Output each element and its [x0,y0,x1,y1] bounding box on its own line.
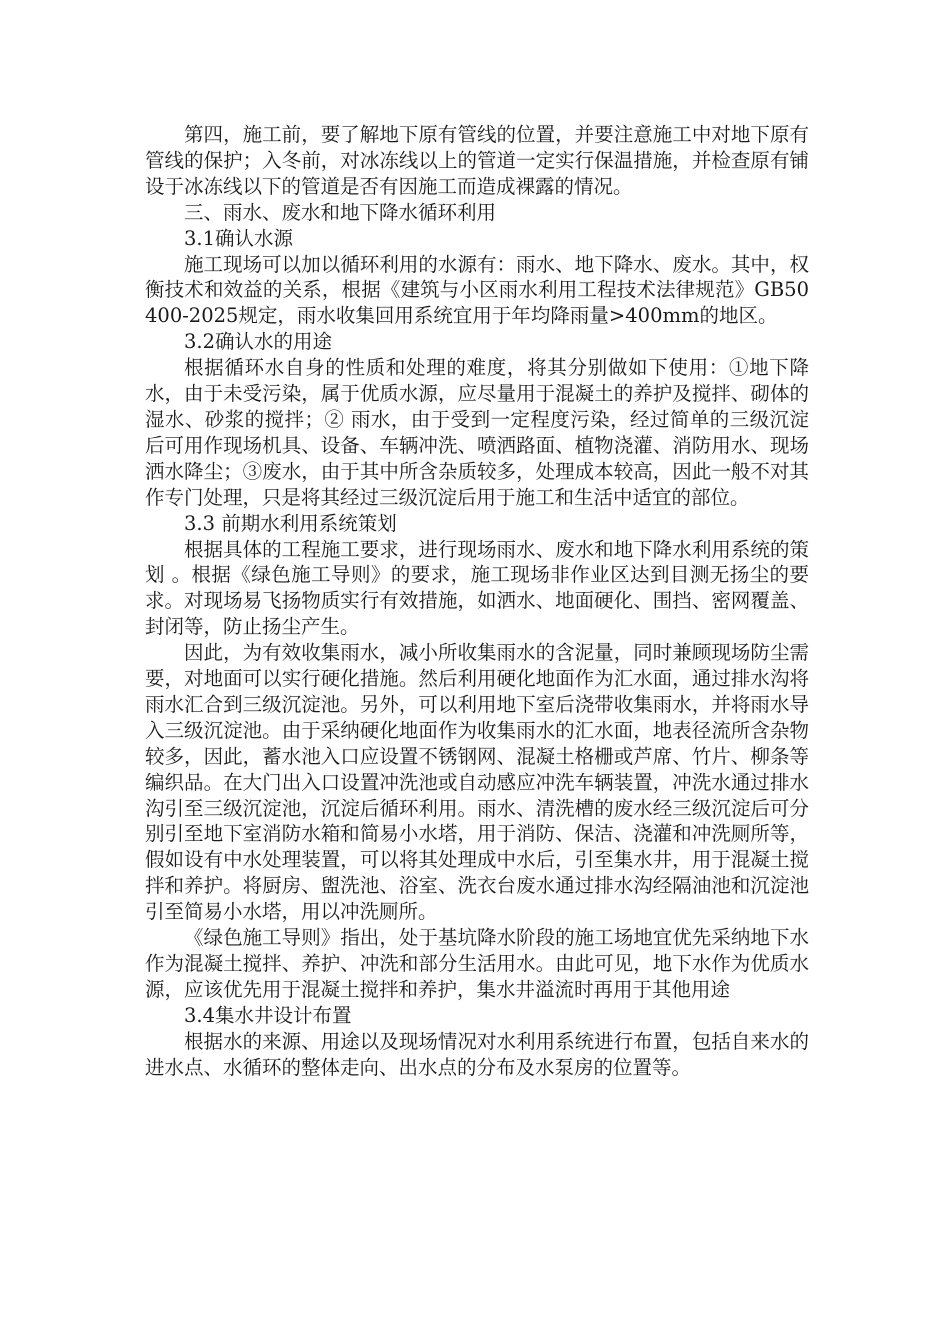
paragraph-pipeline-protection: 第四，施工前，要了解地下原有管线的位置，并要注意施工中对地下原有管线的保护；入冬前，对冰冻线以上的管道一定实行保温措施，并检查原有铺设于冰冻线以下的管道是否有因施工而造成裸露的情况。 [145,123,809,198]
paragraph-water-uses: 根据循环水自身的性质和处理的难度，将其分别做如下使用：①地下降水，由于未受污染，属于优质水源，应尽量用于混凝土的养护及搅拌、砌体的湿水、砂浆的搅拌；② 雨水，由于受到一定程度污染，经过简单的三级沉淀后可用作现场机具、设备、车辆冲洗、喷洒路面、植物浇灌、消防用水、现场洒水降尘；③废水，由于其中所含杂质较多，处理成本较高，因此一般不对其作专门处理，只是将其经过三级沉淀后用于施工和生活中适宜的部位。 [145,356,809,509]
paragraph-well-layout: 根据水的来源、用途以及现场情况对水利用系统进行布置，包括自来水的进水点、水循环的整体走向、出水点的分布及水泵房的位置等。 [145,1029,809,1079]
paragraph-water-sources: 施工现场可以加以循环利用的水源有：雨水、地下降水、废水。其中，权衡技术和效益的关系，根据《建筑与小区雨水利用工程技术法律规范》GB50400-2025规定，雨水收集回用系统宜用于年均降雨量>400mm的地区。 [145,252,809,328]
paragraph-groundwater-priority: 《绿色施工导则》指出，处于基坑降水阶段的施工场地宜优先采纳地下水作为混凝土搅拌、养护、冲洗和部分生活用水。由此可见，地下水作为优质水源，应该优先用于混凝土搅拌和养护，集水井溢流时再用于其他用途 [145,926,809,1001]
section-heading-water-recycling: 三、雨水、废水和地下降水循环利用 [184,200,497,224]
subsection-heading-3-3: 3.3 前期水利用系统策划 [184,511,397,535]
paragraph-rainwater-collection: 因此，为有效收集雨水，减小所收集雨水的含泥量，同时兼顾现场防尘需要，对地面可以实行硬化措施。然后利用硬化地面作为汇水面，通过排水沟将雨水汇合到三级沉淀池。另外，可以利用地下室后浇带收集雨水，并将雨水导入三级沉淀池。由于采纳硬化地面作为收集雨水的汇水面，地表径流所含杂物较多，因此，蓄水池入口应设置不锈钢网、混凝土格栅或芦席、竹片、柳条等编织品。在大门出入口设置冲洗池或自动感应冲洗车辆装置，冲洗水通过排水沟引至三级沉淀池，沉淀后循环利用。雨水、清洗槽的废水经三级沉淀后可分别引至地下室消防水箱和简易小水塔，用于消防、保洁、浇灌和冲洗厕所等，假如设有中水处理装置，可以将其处理成中水后，引至集水井，用于混凝土搅拌和养护。将厨房、盥洗池、浴室、洗衣台废水通过排水沟经隔油池和沉淀池引至简易小水塔，用以冲洗厕所。 [145,641,809,924]
subsection-heading-3-1: 3.1确认水源 [184,226,294,250]
subsection-heading-3-2: 3.2确认水的用途 [184,330,333,354]
document-body [145,122,809,1081]
subsection-heading-3-4: 3.4集水井设计布置 [184,1003,352,1027]
paragraph-system-planning: 根据具体的工程施工要求，进行现场雨水、废水和地下降水利用系统的策划 。根据《绿色施工导则》的要求，施工现场非作业区达到目测无扬尘的要求。对现场易飞扬物质实行有效措施，如洒水、地面硬化、围挡、密网覆盖、封闭等，防止扬尘产生。 [145,537,809,639]
